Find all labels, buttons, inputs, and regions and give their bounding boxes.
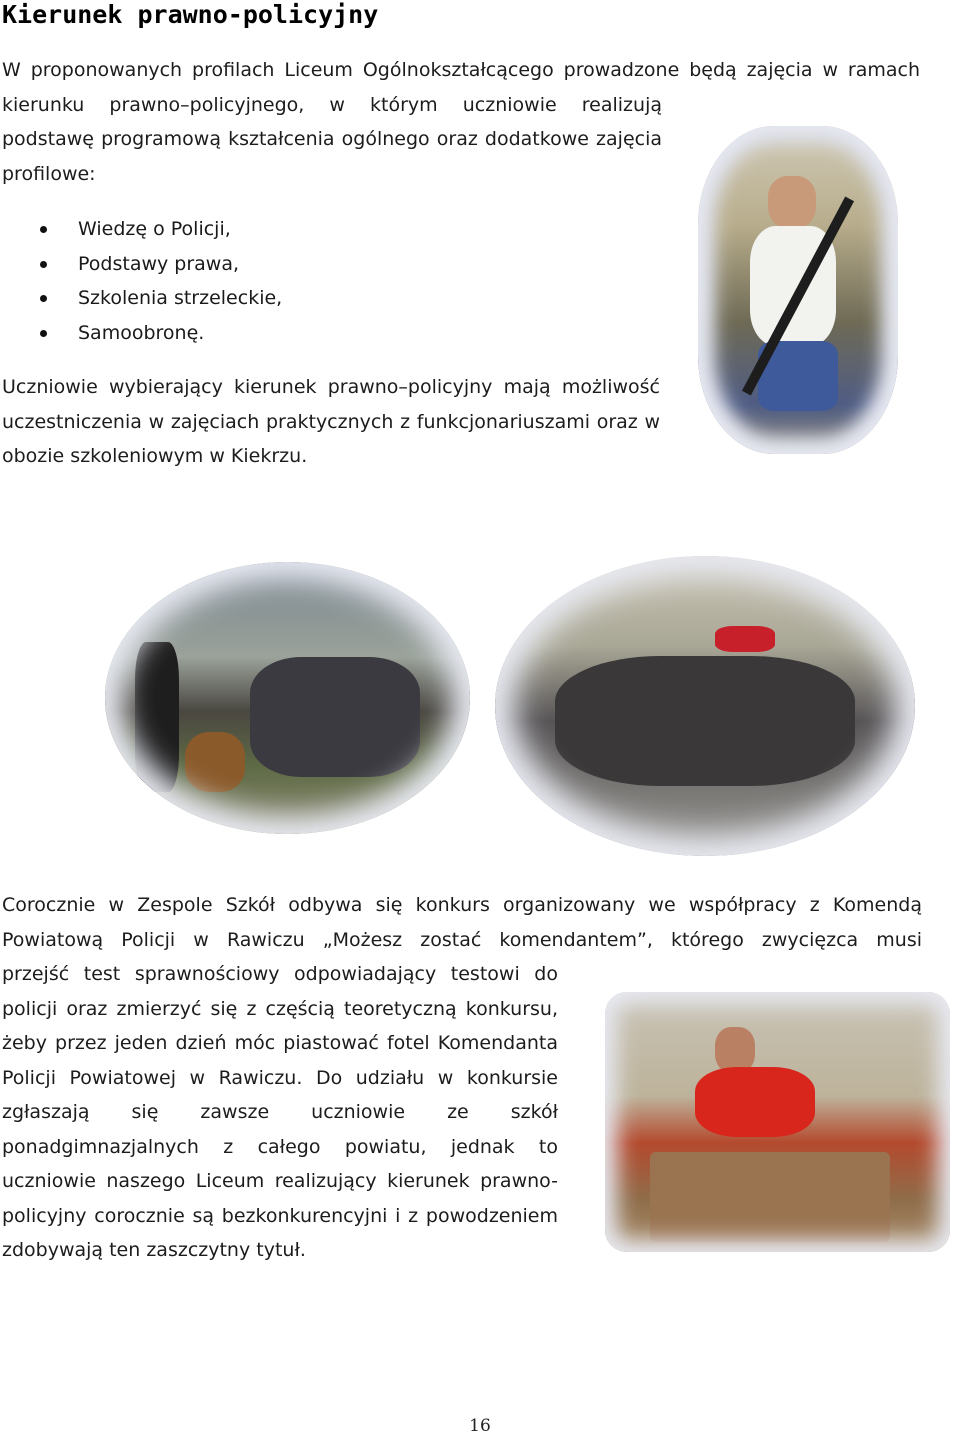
- photo-group-with-police-dog: [105, 562, 470, 834]
- photo-marching-group: [555, 656, 855, 786]
- practical-classes-paragraph: Uczniowie wybierający kierunek prawno–policyjny mają możliwość uczestniczenia w zajęciach praktycznych z funkcjonariuszami oraz w obozie szkoleniowym w Kiekrzu.: [2, 376, 660, 467]
- list-item: Podstawy prawa,: [40, 247, 282, 282]
- photo-students-marching: [495, 556, 915, 856]
- competition-line-1: Corocznie w Zespole Szkół odbywa się konkurs organizowany we współpracy z Komendą: [2, 894, 922, 916]
- intro-rest: kierunku prawno–policyjnego, w którym uczniowie realizują podstawę programową kształcenia ogólnego oraz dodatkowe zajęcia profilowe:: [2, 93, 662, 185]
- intro-line-1: W proponowanych profilach Liceum Ogólnokształcącego prowadzone będą zajęcia w ramach: [2, 59, 920, 81]
- photo-student-with-rifle: [698, 126, 898, 454]
- photo-officer: [135, 642, 179, 792]
- page-title: Kierunek prawno-policyjny: [2, 0, 379, 29]
- photo-students-group: [250, 657, 420, 777]
- profile-subjects-list: [40, 212, 282, 350]
- competition-paragraph: [2, 888, 922, 1268]
- list-item: Wiedzę o Policji,: [40, 212, 282, 247]
- competition-line-2: Powiatową Policji w Rawiczu „Możesz zostać komendantem”, którego zwycięzca musi: [2, 928, 922, 951]
- list-item: Szkolenia strzeleckie,: [40, 281, 282, 316]
- photo-dog: [185, 732, 245, 792]
- photo-figure-head: [768, 176, 816, 228]
- competition-rest: przejść test sprawnościowy odpowiadający testowi do policji oraz zmierzyć się z częścią teoretyczną konkursu, żeby przez jeden dzień móc piastować fotel Komendanta Policji Powiatowej w Rawiczu. Do udziału w konkursie zgłaszają się zawsze uczniowie ze szkół ponadgimnazjalnych z całego powiatu, jednak to uczniowie naszego Liceum realizujący kierunek prawno-policyjny corocznie są bezkonkurencyjni i z powodzeniem zdobywają ten zaszczytny tytuł.: [2, 963, 558, 1261]
- photo-red-car: [715, 626, 775, 652]
- list-item: Samoobronę.: [40, 316, 282, 351]
- page-number: 16: [469, 1416, 491, 1436]
